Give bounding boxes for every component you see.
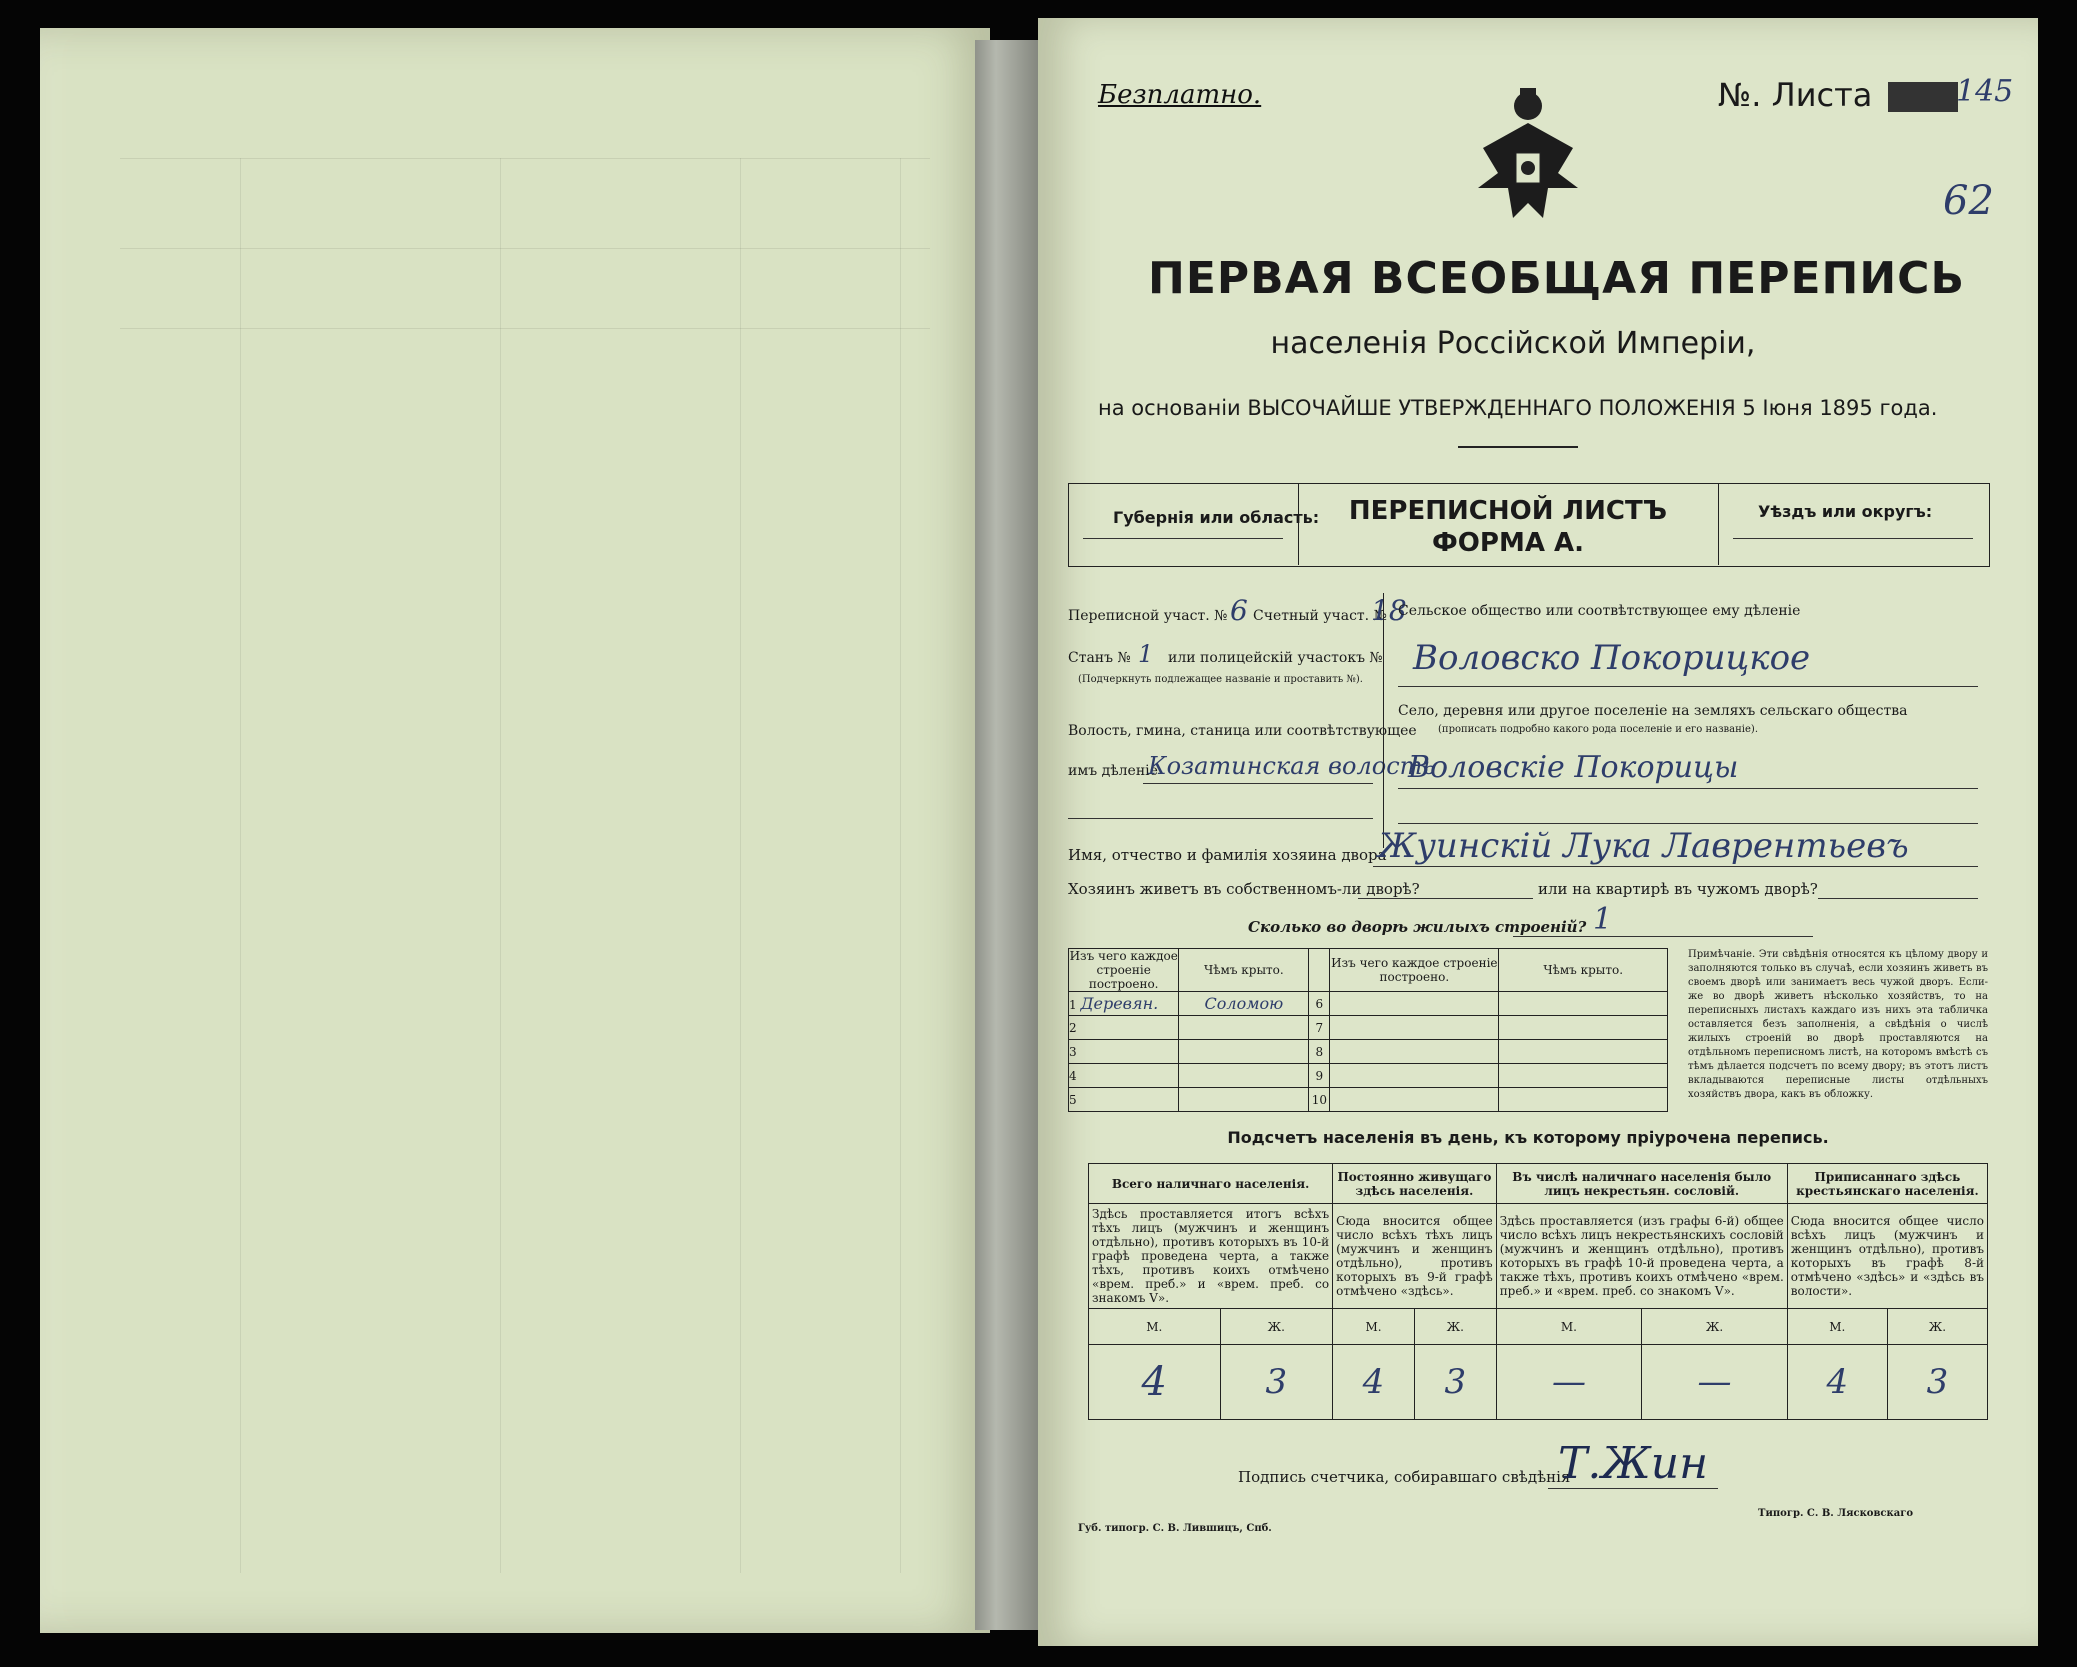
count-desc: Сюда вносится общее число всѣхъ лицъ (мужчинъ и женщинъ отдѣльно), противъ которыхъ въ графѣ 8-й отмѣчено «здѣсь» и «здѣсь въ волости».: [1787, 1204, 1987, 1309]
material-header-2: Изъ чего каждое строеніе построено.: [1330, 949, 1499, 992]
free-label: Безплатно.: [1098, 80, 1262, 110]
show-through-line: [240, 158, 241, 1573]
society-value: Воловско Покорицкое: [1413, 638, 1811, 678]
society-label: Сельское общество или соотвѣтствующее ему дѣленіе: [1398, 603, 1801, 619]
own-yard-label: Хозяинъ живетъ въ собственномъ-ли дворѣ?: [1068, 880, 1420, 898]
material-header: Изъ чего каждое строеніе построено.: [1069, 949, 1178, 991]
buildings-note: Примѣчаніе. Эти свѣдѣнія относятся къ цѣлому двору и заполняются только въ случаѣ, если хозяинъ живетъ въ своемъ дворѣ или занимаетъ весь чужой дворъ. Если-же во дворѣ живетъ нѣсколько хозяйствъ, то на переписныхъ листахъ каждаго изъ нихъ эта табличка оставляется безъ заполненія, а свѣдѣнія о числѣ жилыхъ строеній во дворѣ проставляются на отдѣльномъ переписномъ листѣ, на которомъ вмѣстѣ съ тѣмъ дѣлается подсчетъ по всему двору; въ этотъ листъ вкладываются переписные листы отдѣльныхъ хозяйствъ двора, какъ въ обложку.: [1688, 949, 1988, 1100]
count-value: —: [1496, 1345, 1642, 1420]
census-section-value: 6: [1230, 594, 1248, 627]
census-title: ПЕРВАЯ ВСЕОБЩАЯ ПЕРЕПИСЬ: [1148, 253, 1965, 304]
census-subtitle: населенія Россійской Имперіи,: [1270, 326, 1756, 361]
show-through-line: [120, 248, 930, 249]
society-line: [1398, 686, 1978, 687]
form-subtitle: ФОРМА А.: [1432, 528, 1584, 558]
zh-label: Ж.: [1220, 1309, 1333, 1345]
book-spine: [975, 40, 1045, 1630]
show-through-line: [740, 158, 741, 1573]
police-label: или полицейскій участокъ №: [1168, 650, 1383, 666]
rented-line: [1818, 898, 1978, 899]
volost-label: Волость, гмина, станица или соотвѣтствующее: [1068, 723, 1417, 739]
volost-label-2: имъ дѣленіе: [1068, 763, 1158, 779]
m-label: М.: [1496, 1309, 1642, 1345]
count-value: 3: [1887, 1345, 1987, 1420]
count-value: 4: [1333, 1345, 1415, 1420]
count-value: 3: [1414, 1345, 1496, 1420]
form-title: ПЕРЕПИСНОЙ ЛИСТЪ: [1348, 496, 1668, 526]
census-basis: на основаніи ВЫСОЧАЙШЕ УТВЕРЖДЕННАГО ПОЛОЖЕНІЯ 5 Іюня 1895 года.: [1098, 396, 1938, 420]
roof-header: Чѣмъ крыто.: [1179, 949, 1309, 992]
row-number: 4: [1069, 1064, 1179, 1088]
population-count-table: [1088, 1163, 1988, 1420]
census-section-label: Переписной участ. №: [1068, 608, 1228, 624]
count-value: 4: [1089, 1345, 1221, 1420]
province-line: [1083, 538, 1283, 539]
left-page-reverse-side: [40, 28, 990, 1633]
count-header-non-peasant: Въ числѣ наличнаго населенія было лицъ некрестьян. сословій.: [1496, 1164, 1787, 1204]
buildings-line: [1513, 936, 1813, 937]
province-label: Губернія или область:: [1113, 508, 1320, 527]
count-desc: Здѣсь проставляется итогъ всѣхъ тѣхъ лицъ (мужчинъ и женщинъ отдѣльно), противъ которыхъ въ 10-й графѣ проведена черта, а также тѣхъ, противъ коихъ отмѣчено «врем. преб.» и «врем. преб. со знакомъ V».: [1089, 1204, 1333, 1309]
row-number: 7: [1309, 1016, 1330, 1040]
rented-label: или на квартирѣ въ чужомъ дворѣ?: [1538, 880, 1818, 898]
m-label: М.: [1787, 1309, 1887, 1345]
count-desc: Здѣсь проставляется (изъ графы 6-й) общее число всѣхъ лицъ некрестьянскихъ сословій (мужчинъ и женщинъ отдѣльно), противъ которыхъ въ графѣ 10-й проведена черта, а также тѣхъ, противъ коихъ отмѣчено «врем. преб.» и «врем. преб. со знакомъ V».: [1496, 1204, 1787, 1309]
count-value: 4: [1787, 1345, 1887, 1420]
page-number-handwritten: 62: [1943, 178, 1994, 224]
district-label: Уѣздъ или округъ:: [1758, 502, 1933, 521]
table-row: 1 Деревян.: [1069, 992, 1179, 1016]
redaction-mark: [1888, 82, 1958, 112]
owner-value: Жуинскій Лука Лаврентьевъ: [1378, 826, 1909, 866]
village-label: Село, деревня или другое поселеніе на земляхъ сельскаго общества: [1398, 703, 1908, 719]
stan-label: Станъ №: [1068, 650, 1131, 666]
underline-note: (Подчеркнуть подлежащее названіе и проставить №).: [1078, 674, 1363, 685]
volost-line: [1143, 783, 1373, 784]
m-label: М.: [1333, 1309, 1415, 1345]
zh-label: Ж.: [1642, 1309, 1788, 1345]
m-label: М.: [1089, 1309, 1221, 1345]
row-number: 3: [1069, 1040, 1179, 1064]
row-number: 10: [1309, 1088, 1330, 1112]
buildings-label: Сколько во дворѣ жилыхъ строеній?: [1248, 918, 1587, 936]
divider: [1718, 483, 1719, 565]
count-header-total: Всего наличнаго населенія.: [1089, 1164, 1333, 1204]
village-line: [1398, 788, 1978, 789]
count-header-permanent: Постоянно живущаго здѣсь населенія.: [1333, 1164, 1497, 1204]
row-number: 5: [1069, 1088, 1179, 1112]
village-note: (прописать подробно какого рода поселеніе и его названіе).: [1438, 724, 1758, 735]
signature-line: [1548, 1488, 1718, 1489]
ornament-divider: [1458, 446, 1578, 448]
counting-section-label: Счетный участ. №: [1253, 608, 1387, 624]
district-line: [1733, 538, 1973, 539]
owner-line: [1373, 866, 1978, 867]
row-number: 2: [1069, 1016, 1179, 1040]
owner-label: Имя, отчество и фамилія хозяина двора: [1068, 846, 1387, 864]
imperial-eagle-icon: [1468, 78, 1588, 238]
buildings-value: 1: [1593, 902, 1613, 937]
row-number: 8: [1309, 1040, 1330, 1064]
stan-value: 1: [1138, 640, 1154, 668]
show-through-line: [120, 328, 930, 329]
zh-label: Ж.: [1887, 1309, 1987, 1345]
sheet-number-value: 145: [1956, 74, 2014, 109]
show-through-line: [120, 158, 930, 159]
count-value: 3: [1220, 1345, 1333, 1420]
printer-left: Губ. типогр. С. В. Лившицъ, Спб.: [1078, 1523, 1272, 1534]
count-header-peasant: Приписаннаго здѣсь крестьянскаго населенія.: [1787, 1164, 1987, 1204]
own-yard-line: [1358, 898, 1533, 899]
show-through-line: [500, 158, 501, 1573]
volost-line-2: [1068, 818, 1373, 819]
signature: Т.Жин: [1558, 1438, 1709, 1489]
count-desc: Сюда вносится общее число всѣхъ тѣхъ лицъ (мужчинъ и женщинъ отдѣльно), противъ которыхъ въ 9-й графѣ отмѣчено «здѣсь».: [1333, 1204, 1497, 1309]
buildings-table: [1068, 948, 1668, 1112]
count-title: Подсчетъ населенія въ день, къ которому пріурочена перепись.: [1227, 1128, 1829, 1147]
village-value: Воловскіе Покорицы: [1408, 750, 1739, 785]
row-number: 9: [1309, 1064, 1330, 1088]
volost-value: Козатинская волость: [1148, 752, 1436, 780]
show-through-line: [900, 158, 901, 1573]
roof-header-2: Чѣмъ крыто.: [1499, 949, 1668, 992]
signature-label: Подпись счетчика, собиравшаго свѣдѣнія: [1238, 1468, 1571, 1486]
count-value: —: [1642, 1345, 1788, 1420]
census-form-page: [1038, 18, 2038, 1646]
printer-right: Типогр. С. В. Лясковскаго: [1758, 1508, 1914, 1519]
roof-value: Соломою: [1179, 992, 1309, 1016]
column-divider: [1383, 593, 1384, 848]
village-line-2: [1398, 823, 1978, 824]
row-number: 6: [1309, 992, 1330, 1016]
zh-label: Ж.: [1414, 1309, 1496, 1345]
sheet-number-label: №. Листа: [1718, 76, 1873, 114]
counting-section-value: 18: [1371, 594, 1407, 627]
